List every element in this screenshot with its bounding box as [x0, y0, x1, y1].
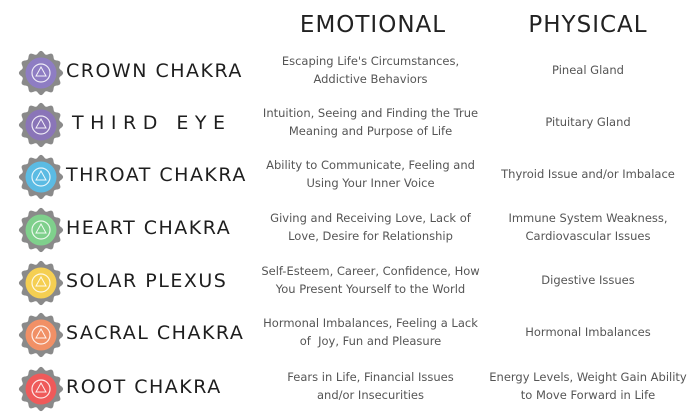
physical-line: Pituitary Gland [545, 115, 631, 129]
chakra-row [0, 48, 700, 100]
emotional-description [258, 314, 483, 350]
chakra-name: SOLAR PLEXUS [66, 270, 228, 292]
chakra-name: THIRD EYE [72, 112, 232, 134]
physical-line: Cardiovascular Issues [525, 229, 651, 243]
emotional-line: You Present Yourself to the World [275, 282, 466, 296]
physical-description [488, 165, 688, 183]
physical-line: Thyroid Issue and/or Imbalace [501, 167, 675, 181]
solar-plexus-chakra-icon [18, 260, 64, 306]
physical-line: to Move Forward in Life [520, 388, 656, 402]
physical-line: Energy Levels, Weight Gain Ability [489, 370, 687, 384]
sacral-chakra-icon [18, 312, 64, 358]
emotional-description [258, 104, 483, 140]
heart-chakra-icon [18, 207, 64, 253]
physical-line: Digestive Issues [541, 273, 635, 287]
emotional-description [258, 262, 483, 298]
emotional-description [258, 209, 483, 245]
physical-description [488, 271, 688, 289]
physical-description [488, 209, 688, 245]
chakra-name: CROWN CHAKRA [66, 60, 243, 82]
chakra-row [0, 152, 700, 204]
chakra-row [0, 100, 700, 152]
physical-description [488, 323, 688, 341]
column-header-physical: PHYSICAL [528, 12, 648, 38]
emotional-description [258, 52, 483, 88]
emotional-line: Fears in Life, Financial Issues [287, 370, 454, 384]
root-chakra-icon [18, 366, 64, 412]
crown-chakra-icon [18, 50, 64, 96]
column-header-emotional: EMOTIONAL [299, 12, 447, 38]
chakra-name: ROOT CHAKRA [66, 376, 222, 398]
chakra-name: HEART CHAKRA [66, 217, 232, 239]
physical-line: Pineal Gland [552, 63, 624, 77]
physical-description [488, 61, 688, 79]
third-eye-chakra-icon [18, 102, 64, 148]
physical-description [488, 113, 688, 131]
emotional-line: Self-Esteem, Career, Confidence, How [261, 264, 480, 278]
chakra-name: SACRAL CHAKRA [66, 322, 245, 344]
emotional-line: Love, Desire for Relationship [288, 229, 453, 243]
physical-description [488, 368, 688, 404]
chakra-row [0, 205, 700, 257]
throat-chakra-icon [18, 154, 64, 200]
emotional-line: Giving and Receiving Love, Lack of [270, 211, 471, 225]
physical-line: Hormonal Imbalances [525, 325, 651, 339]
emotional-line: Meaning and Purpose of Life [288, 124, 453, 138]
physical-line: Immune System Weakness, [508, 211, 668, 225]
emotional-line: Using Your Inner Voice [306, 176, 435, 190]
emotional-line: Escaping Life's Circumstances, [281, 54, 460, 68]
chakra-name: THROAT CHAKRA [66, 164, 247, 186]
emotional-line: Intuition, Seeing and Finding the True [262, 106, 479, 120]
emotional-line: Addictive Behaviors [313, 72, 428, 86]
emotional-description [258, 156, 483, 192]
emotional-line: Ability to Communicate, Feeling and [266, 158, 475, 172]
chakra-row [0, 364, 700, 416]
chakra-row [0, 310, 700, 362]
emotional-line: and/or Insecurities [317, 388, 424, 402]
emotional-description [258, 368, 483, 404]
chakra-row [0, 258, 700, 310]
emotional-line: Hormonal Imbalances, Feeling a Lack [263, 316, 478, 330]
emotional-line: of Joy, Fun and Pleasure [299, 334, 442, 348]
